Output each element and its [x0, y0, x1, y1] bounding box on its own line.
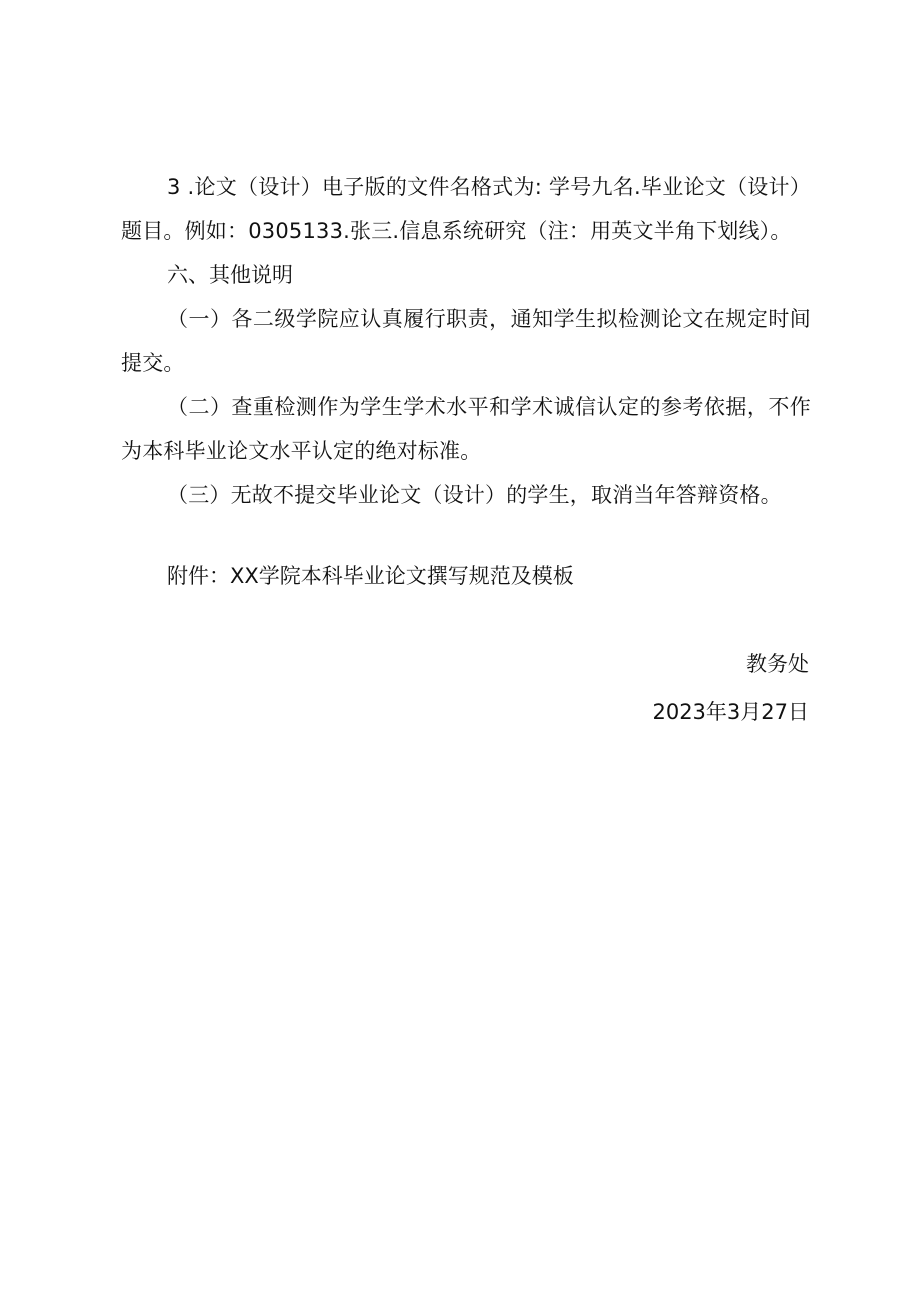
note-item-3: （三）无故不提交毕业论文（设计）的学生，取消当年答辩资格。	[167, 483, 782, 507]
note-item-2: （二）查重检测作为学生学术水平和学术诚信认定的参考依据，不作为本科毕业论文水平认定的绝对标准。	[121, 395, 811, 463]
note-item-1: （一）各二级学院应认真履行职责，通知学生拟检测论文在规定时间提交。	[121, 307, 811, 375]
issue-date: 2023年3月27日	[652, 700, 809, 724]
attachment-line: 附件：XX学院本科毕业论文撰写规范及模板	[167, 564, 574, 588]
section-heading-other-notes: 六、其他说明	[167, 263, 293, 287]
filename-format-rule: 3 .论文（设计）电子版的文件名格式为: 学号九名.毕业论文（设计）题目。例如：0305133.张三.信息系统研究（注：用英文半角下划线）。	[121, 175, 811, 243]
issuing-department: 教务处	[746, 652, 809, 676]
